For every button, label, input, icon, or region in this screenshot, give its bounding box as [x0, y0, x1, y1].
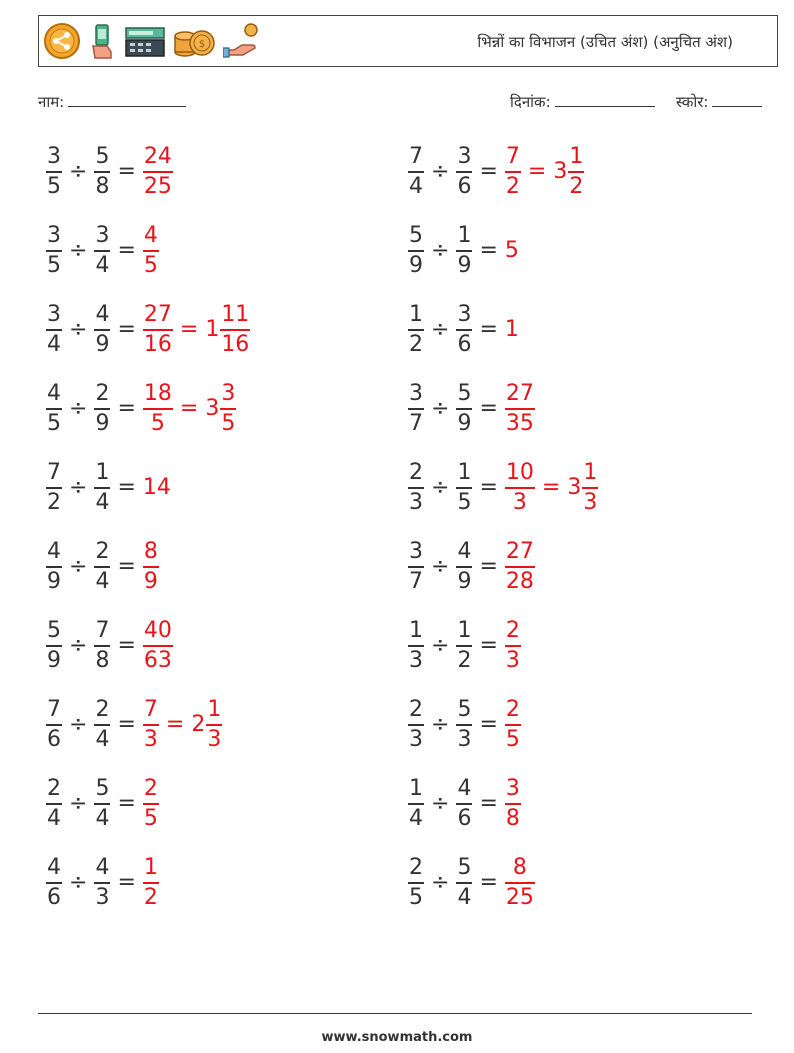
dividend-fraction-numerator: 3	[47, 223, 61, 248]
answer-fraction	[505, 462, 535, 514]
divisor-fraction-denominator: 5	[457, 489, 472, 515]
answer-fraction-numerator: 2	[143, 776, 158, 801]
score-field	[676, 92, 762, 112]
equals-sign: =	[479, 791, 498, 817]
mixed-fraction-denominator: 3	[207, 726, 222, 752]
divide-sign: ÷	[431, 238, 450, 264]
answer-fraction-numerator: 18	[143, 381, 172, 406]
problem-1	[46, 146, 173, 198]
answer-fraction-denominator: 5	[143, 252, 158, 278]
divisor-fraction-numerator: 4	[95, 302, 110, 327]
divisor-fraction-denominator: 9	[457, 410, 472, 436]
dividend-fraction-denominator: 4	[409, 805, 423, 831]
score-blank[interactable]	[712, 92, 762, 107]
divisor-fraction-numerator: 3	[95, 223, 110, 248]
answer-fraction-numerator: 7	[505, 144, 520, 169]
answer-fraction-denominator: 2	[143, 884, 158, 910]
problem-12	[408, 541, 535, 593]
answer-fraction-numerator: 27	[505, 539, 534, 564]
divisor-fraction-numerator: 4	[457, 776, 472, 801]
answer-fraction-denominator: 25	[505, 884, 534, 910]
divisor-fraction-denominator: 2	[457, 647, 472, 673]
answer-fraction-denominator: 16	[143, 331, 172, 357]
dividend-fraction-denominator: 2	[409, 331, 423, 357]
answer-equals-sign: =	[541, 475, 561, 501]
answer-fraction	[505, 857, 535, 909]
dividend-fraction-numerator: 4	[47, 539, 61, 564]
mixed-whole: 1	[205, 317, 220, 343]
divisor-fraction	[94, 383, 110, 435]
problem-11	[46, 541, 159, 593]
mixed-fraction-numerator: 1	[583, 460, 598, 485]
date-field	[510, 92, 655, 112]
divisor-fraction-denominator: 8	[95, 173, 110, 199]
divide-sign: ÷	[431, 554, 450, 580]
dividend-fraction-numerator: 3	[409, 381, 423, 406]
dividend-fraction	[408, 225, 424, 277]
answer-equals-sign: =	[179, 396, 199, 422]
dividend-fraction	[408, 778, 424, 830]
divisor-fraction	[94, 541, 110, 593]
mixed-fraction-denominator: 16	[221, 331, 250, 357]
dividend-fraction-denominator: 7	[409, 568, 423, 594]
answer-fraction-denominator: 5	[143, 805, 158, 831]
answer-fraction	[505, 146, 521, 198]
answer-fraction	[143, 541, 159, 593]
mixed-fraction-numerator: 3	[221, 381, 236, 406]
dividend-fraction-numerator: 4	[47, 855, 61, 880]
share-coin-icon	[43, 22, 81, 60]
problem-13	[46, 620, 173, 672]
dividend-fraction	[46, 620, 62, 672]
dividend-fraction-numerator: 7	[409, 144, 423, 169]
divide-sign: ÷	[69, 159, 88, 185]
answer-fraction-numerator: 10	[505, 460, 534, 485]
divisor-fraction-denominator: 4	[95, 568, 110, 594]
equals-sign: =	[479, 633, 498, 659]
divisor-fraction	[456, 778, 472, 830]
footer-divider	[38, 1013, 752, 1014]
dividend-fraction-denominator: 6	[47, 884, 61, 910]
name-label: नाम:	[38, 93, 65, 111]
divide-sign: ÷	[69, 712, 88, 738]
equals-sign: =	[117, 712, 136, 738]
divisor-fraction-numerator: 3	[457, 144, 472, 169]
dividend-fraction	[46, 857, 62, 909]
dividend-fraction-numerator: 2	[409, 460, 423, 485]
answer-fraction-denominator: 3	[505, 647, 520, 673]
equals-sign: =	[117, 159, 136, 185]
divisor-fraction-numerator: 5	[457, 381, 472, 406]
divide-sign: ÷	[69, 238, 88, 264]
worksheet-title: भिन्नों का विभाजन (उचित अंश) (अनुचित अंश)	[477, 33, 733, 51]
divisor-fraction-numerator: 4	[95, 855, 110, 880]
divide-sign: ÷	[431, 633, 450, 659]
mixed-fraction	[582, 462, 598, 514]
dividend-fraction-numerator: 5	[409, 223, 423, 248]
divide-sign: ÷	[431, 317, 450, 343]
date-blank[interactable]	[555, 92, 655, 107]
divisor-fraction	[456, 146, 472, 198]
dividend-fraction	[408, 699, 424, 751]
footer-url: www.snowmath.com	[321, 1030, 473, 1045]
equals-sign: =	[479, 712, 498, 738]
answer-equals-sign: =	[179, 317, 199, 343]
dividend-fraction-denominator: 9	[47, 647, 61, 673]
dividend-fraction	[46, 778, 62, 830]
dividend-fraction	[46, 699, 62, 751]
answer-fraction	[143, 857, 159, 909]
divisor-fraction-numerator: 5	[457, 697, 472, 722]
dividend-fraction-denominator: 9	[47, 568, 61, 594]
answer-fraction	[143, 699, 159, 751]
equals-sign: =	[117, 475, 136, 501]
equals-sign: =	[117, 791, 136, 817]
answer-fraction	[143, 778, 159, 830]
divide-sign: ÷	[431, 870, 450, 896]
problem-8	[408, 383, 535, 435]
answer-fraction-numerator: 2	[505, 697, 520, 722]
divisor-fraction	[456, 541, 472, 593]
dividend-fraction-denominator: 5	[47, 410, 61, 436]
answer-fraction-numerator: 3	[505, 776, 520, 801]
divide-sign: ÷	[69, 475, 88, 501]
dividend-fraction	[408, 146, 424, 198]
mixed-fraction	[568, 146, 584, 198]
divisor-fraction-denominator: 8	[95, 647, 110, 673]
divisor-fraction-numerator: 2	[95, 381, 110, 406]
answer-fraction	[505, 699, 521, 751]
dividend-fraction	[408, 541, 424, 593]
problem-7	[46, 383, 236, 435]
answer-fraction-denominator: 3	[143, 726, 158, 752]
dividend-fraction	[46, 462, 62, 514]
dividend-fraction-numerator: 7	[47, 460, 61, 485]
problem-15	[46, 699, 222, 751]
dividend-fraction-denominator: 6	[47, 726, 61, 752]
problem-2	[408, 146, 584, 198]
divisor-fraction-denominator: 3	[95, 884, 110, 910]
answer-fraction-numerator: 2	[505, 618, 520, 643]
answer-fraction-numerator: 40	[143, 618, 172, 643]
answer-equals-sign: =	[527, 159, 547, 185]
dividend-fraction-numerator: 4	[47, 381, 61, 406]
answer-fraction-denominator: 25	[143, 173, 172, 199]
problem-4	[408, 225, 519, 277]
dividend-fraction-denominator: 7	[409, 410, 423, 436]
dividend-fraction-denominator: 9	[409, 252, 423, 278]
date-label: दिनांक:	[510, 93, 551, 111]
mixed-fraction-numerator: 1	[207, 697, 222, 722]
answer-fraction-numerator: 4	[143, 223, 158, 248]
dividend-fraction-numerator: 2	[409, 697, 423, 722]
equals-sign: =	[479, 554, 498, 580]
name-blank[interactable]	[68, 92, 186, 107]
divisor-fraction	[456, 383, 472, 435]
answer-fraction-numerator: 8	[512, 855, 527, 880]
mixed-whole: 2	[191, 712, 206, 738]
dividend-fraction-denominator: 3	[409, 489, 423, 515]
divisor-fraction	[94, 225, 110, 277]
divide-sign: ÷	[431, 475, 450, 501]
divisor-fraction-numerator: 5	[95, 144, 110, 169]
divisor-fraction-numerator: 1	[457, 618, 472, 643]
dividend-fraction	[408, 857, 424, 909]
divisor-fraction	[456, 304, 472, 356]
divisor-fraction-denominator: 4	[95, 489, 110, 515]
svg-text:$: $	[198, 39, 206, 50]
dividend-fraction-numerator: 3	[47, 144, 61, 169]
problem-16	[408, 699, 521, 751]
dividend-fraction-numerator: 3	[47, 302, 61, 327]
answer-fraction	[505, 620, 521, 672]
divisor-fraction-denominator: 4	[95, 252, 110, 278]
header-icons	[43, 22, 263, 60]
divisor-fraction	[456, 620, 472, 672]
divisor-fraction-denominator: 9	[95, 331, 110, 357]
dividend-fraction	[408, 304, 424, 356]
dividend-fraction-denominator: 4	[47, 805, 61, 831]
divisor-fraction	[94, 699, 110, 751]
divisor-fraction-denominator: 4	[95, 805, 110, 831]
dividend-fraction	[408, 383, 424, 435]
dividend-fraction-numerator: 3	[409, 539, 423, 564]
divisor-fraction-numerator: 1	[457, 223, 472, 248]
dividend-fraction-numerator: 1	[409, 302, 423, 327]
divisor-fraction	[456, 225, 472, 277]
divisor-fraction-numerator: 5	[457, 855, 472, 880]
divisor-fraction	[94, 146, 110, 198]
divisor-fraction-denominator: 9	[457, 252, 472, 278]
divisor-fraction	[456, 699, 472, 751]
equals-sign: =	[479, 238, 498, 264]
answer-whole: 1	[504, 317, 519, 343]
dividend-fraction-denominator: 5	[47, 252, 61, 278]
answer-whole: 5	[504, 238, 519, 264]
divisor-fraction	[456, 462, 472, 514]
mixed-whole: 3	[553, 159, 568, 185]
dividend-fraction-denominator: 5	[409, 884, 423, 910]
dividend-fraction-numerator: 7	[47, 697, 61, 722]
mixed-fraction	[220, 304, 250, 356]
dividend-fraction-denominator: 3	[409, 647, 423, 673]
problem-5	[46, 304, 250, 356]
divisor-fraction	[94, 620, 110, 672]
dividend-fraction	[46, 225, 62, 277]
divisor-fraction-denominator: 4	[95, 726, 110, 752]
divisor-fraction-numerator: 5	[95, 776, 110, 801]
mixed-fraction-denominator: 3	[583, 489, 598, 515]
dividend-fraction-numerator: 5	[47, 618, 61, 643]
answer-fraction	[143, 225, 159, 277]
answer-fraction-denominator: 8	[505, 805, 520, 831]
answer-fraction	[505, 778, 521, 830]
divisor-fraction-denominator: 6	[457, 331, 472, 357]
mixed-fraction	[220, 383, 236, 435]
divisor-fraction	[94, 778, 110, 830]
answer-fraction	[143, 620, 173, 672]
divisor-fraction-numerator: 2	[95, 539, 110, 564]
dividend-fraction-numerator: 2	[47, 776, 61, 801]
answer-fraction	[143, 383, 173, 435]
dividend-fraction-denominator: 5	[47, 173, 61, 199]
divide-sign: ÷	[69, 791, 88, 817]
dividend-fraction	[46, 146, 62, 198]
divide-sign: ÷	[431, 396, 450, 422]
mixed-fraction	[206, 699, 222, 751]
answer-fraction-denominator: 5	[505, 726, 520, 752]
equals-sign: =	[117, 317, 136, 343]
answer-fraction-denominator: 9	[143, 568, 158, 594]
phone-cash-icon	[87, 22, 117, 60]
dividend-fraction	[408, 620, 424, 672]
divisor-fraction	[94, 857, 110, 909]
mixed-fraction-numerator: 1	[569, 144, 584, 169]
divisor-fraction	[456, 857, 472, 909]
answer-fraction-denominator: 35	[505, 410, 534, 436]
divide-sign: ÷	[69, 396, 88, 422]
dividend-fraction-denominator: 4	[47, 331, 61, 357]
divide-sign: ÷	[69, 317, 88, 343]
divisor-fraction-numerator: 1	[457, 460, 472, 485]
answer-fraction-denominator: 3	[512, 489, 527, 515]
dividend-fraction	[408, 462, 424, 514]
coins-stack-icon	[173, 22, 217, 60]
mixed-fraction-numerator: 11	[221, 302, 250, 327]
divisor-fraction-denominator: 6	[457, 173, 472, 199]
divide-sign: ÷	[431, 159, 450, 185]
answer-fraction-numerator: 1	[143, 855, 158, 880]
answer-fraction-denominator: 5	[150, 410, 165, 436]
answer-fraction	[505, 383, 535, 435]
answer-fraction-denominator: 63	[143, 647, 172, 673]
answer-fraction-numerator: 7	[143, 697, 158, 722]
divisor-fraction-denominator: 9	[457, 568, 472, 594]
answer-fraction-numerator: 8	[143, 539, 158, 564]
mixed-whole: 3	[205, 396, 220, 422]
problem-19	[46, 857, 159, 909]
problem-20	[408, 857, 535, 909]
answer-fraction	[143, 304, 173, 356]
answer-fraction-denominator: 2	[505, 173, 520, 199]
divisor-fraction-denominator: 9	[95, 410, 110, 436]
equals-sign: =	[479, 159, 498, 185]
dividend-fraction-numerator: 2	[409, 855, 423, 880]
answer-equals-sign: =	[165, 712, 185, 738]
problem-9	[46, 462, 171, 514]
equals-sign: =	[479, 870, 498, 896]
divisor-fraction-numerator: 2	[95, 697, 110, 722]
equals-sign: =	[117, 633, 136, 659]
divide-sign: ÷	[69, 870, 88, 896]
mixed-whole: 3	[567, 475, 582, 501]
answer-fraction	[143, 146, 173, 198]
answer-fraction-denominator: 28	[505, 568, 534, 594]
problem-14	[408, 620, 521, 672]
equals-sign: =	[117, 554, 136, 580]
divisor-fraction-numerator: 1	[95, 460, 110, 485]
cash-register-icon	[123, 22, 167, 60]
dividend-fraction-numerator: 1	[409, 618, 423, 643]
answer-whole: 14	[142, 475, 171, 501]
problem-3	[46, 225, 159, 277]
name-field	[38, 92, 186, 112]
divide-sign: ÷	[431, 712, 450, 738]
divisor-fraction-denominator: 3	[457, 726, 472, 752]
answer-fraction-numerator: 27	[143, 302, 172, 327]
divisor-fraction-numerator: 4	[457, 539, 472, 564]
equals-sign: =	[117, 396, 136, 422]
equals-sign: =	[479, 317, 498, 343]
mixed-fraction-denominator: 2	[569, 173, 584, 199]
divisor-fraction	[94, 304, 110, 356]
divide-sign: ÷	[69, 633, 88, 659]
problem-10	[408, 462, 598, 514]
divide-sign: ÷	[431, 791, 450, 817]
dividend-fraction-denominator: 4	[409, 173, 423, 199]
divisor-fraction-denominator: 4	[457, 884, 472, 910]
dividend-fraction-denominator: 2	[47, 489, 61, 515]
problem-17	[46, 778, 159, 830]
mixed-fraction-denominator: 5	[221, 410, 236, 436]
equals-sign: =	[479, 475, 498, 501]
divisor-fraction-denominator: 6	[457, 805, 472, 831]
answer-fraction-numerator: 24	[143, 144, 172, 169]
score-label: स्कोर:	[676, 93, 709, 111]
dividend-fraction	[46, 383, 62, 435]
dividend-fraction-numerator: 1	[409, 776, 423, 801]
divisor-fraction-numerator: 3	[457, 302, 472, 327]
dividend-fraction	[46, 304, 62, 356]
problem-18	[408, 778, 521, 830]
dividend-fraction-denominator: 3	[409, 726, 423, 752]
equals-sign: =	[117, 870, 136, 896]
header-box	[38, 15, 778, 67]
answer-fraction-numerator: 27	[505, 381, 534, 406]
divide-sign: ÷	[69, 554, 88, 580]
answer-fraction	[505, 541, 535, 593]
problem-6	[408, 304, 519, 356]
equals-sign: =	[117, 238, 136, 264]
divisor-fraction-numerator: 7	[95, 618, 110, 643]
equals-sign: =	[479, 396, 498, 422]
hand-coin-icon	[223, 22, 263, 60]
divisor-fraction	[94, 462, 110, 514]
dividend-fraction	[46, 541, 62, 593]
